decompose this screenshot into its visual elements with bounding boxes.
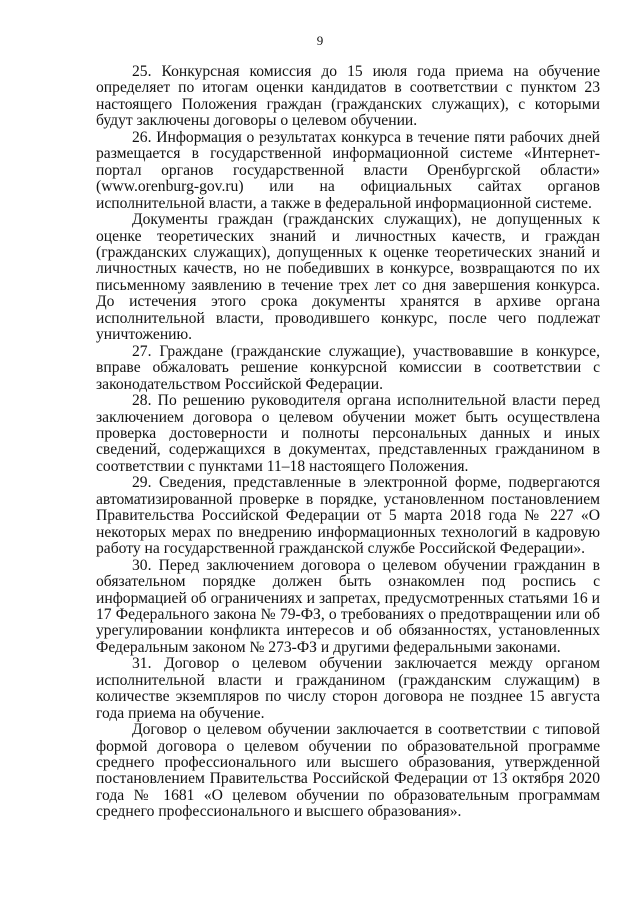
paragraph-29: 29. Сведения, представленные в электронной форме, подвергаются автоматизированной проверке в порядке, установленном постановлением Правительства Российской Федерации от 5 марта 2018 года № 227 «О некоторых мерах по внедрению информационных технологий в кадровую работу на государственной гражданской службе Российской Федерации». <box>96 474 600 558</box>
paragraph-28: 28. По решению руководителя органа исполнительной власти перед заключением договора о целевом обучении может быть осуществлена проверка достоверности и полноты персональных данных и иных сведений, содержащихся в документах, представленных гражданином в соответствии с пунктами 11–18 настоящего Положения. <box>96 392 600 475</box>
paragraph-31: 31. Договор о целевом обучении заключается между органом исполнительной власти и гражданином (гражданским служащим) в количестве экземпляров по числу сторон договора не позднее 15 августа года приема на обучение. <box>96 655 600 722</box>
paragraph-31-contract-form: Договор о целевом обучении заключается в соответствии с типовой формой договора о целевом обучении по образовательной программе среднего профессионального или высшего образования, утвержденной постановлением Правительства Российской Федерации от 13 октября 2020 года № 1681 «О целевом обучении по образовательным программам среднего профессионального и высшего образования». <box>96 721 600 821</box>
page-number: 9 <box>316 33 324 48</box>
paragraph-26: 26. Информация о результатах конкурса в течение пяти рабочих дней размещается в государственной информационной системе «Интернет-портал органов государственной власти Оренбургской области» (www.orenburg-gov.ru) или на официальных сайтах органов исполнительной власти, а также в федеральной информационной системе. <box>96 128 600 212</box>
document-body <box>96 64 600 821</box>
paragraph-26-documents: Документы граждан (гражданских служащих), не допущенных к оценке теоретических знаний и личностных качеств, и граждан (гражданских служащих), допущенных к оценке теоретических знаний и личностных качеств, но не победивших в конкурсе, возвращаются по их письменному заявлению в течение трех лет со дня завершения конкурса. До истечения этого срока документы хранятся в архиве органа исполнительной власти, проводившего конкурс, после чего подлежат уничтожению. <box>96 211 600 344</box>
paragraph-30: 30. Перед заключением договора о целевом обучении гражданин в обязательном порядке должен быть ознакомлен под роспись с информацией об ограничениях и запретах, предусмотренных статьями 16 и 17 Федерального закона № 79-ФЗ, о требованиях о предотвращении или об урегулировании конфликта интересов и об обязанностях, установленных Федеральным законом № 273-ФЗ и другими федеральными законами. <box>96 556 600 656</box>
paragraph-27: 27. Граждане (гражданские служащие), участвовавшие в конкурсе, вправе обжаловать решение конкурсной комиссии в соответствии с законодательством Российской Федерации. <box>96 342 600 393</box>
paragraph-25: 25. Конкурсная комиссия до 15 июля года приема на обучение определяет по итогам оценки кандидатов в соответствии с пунктом 23 настоящего Положения граждан (гражданских служащих), с которыми будут заключены договоры о целевом обучении. <box>96 63 600 130</box>
